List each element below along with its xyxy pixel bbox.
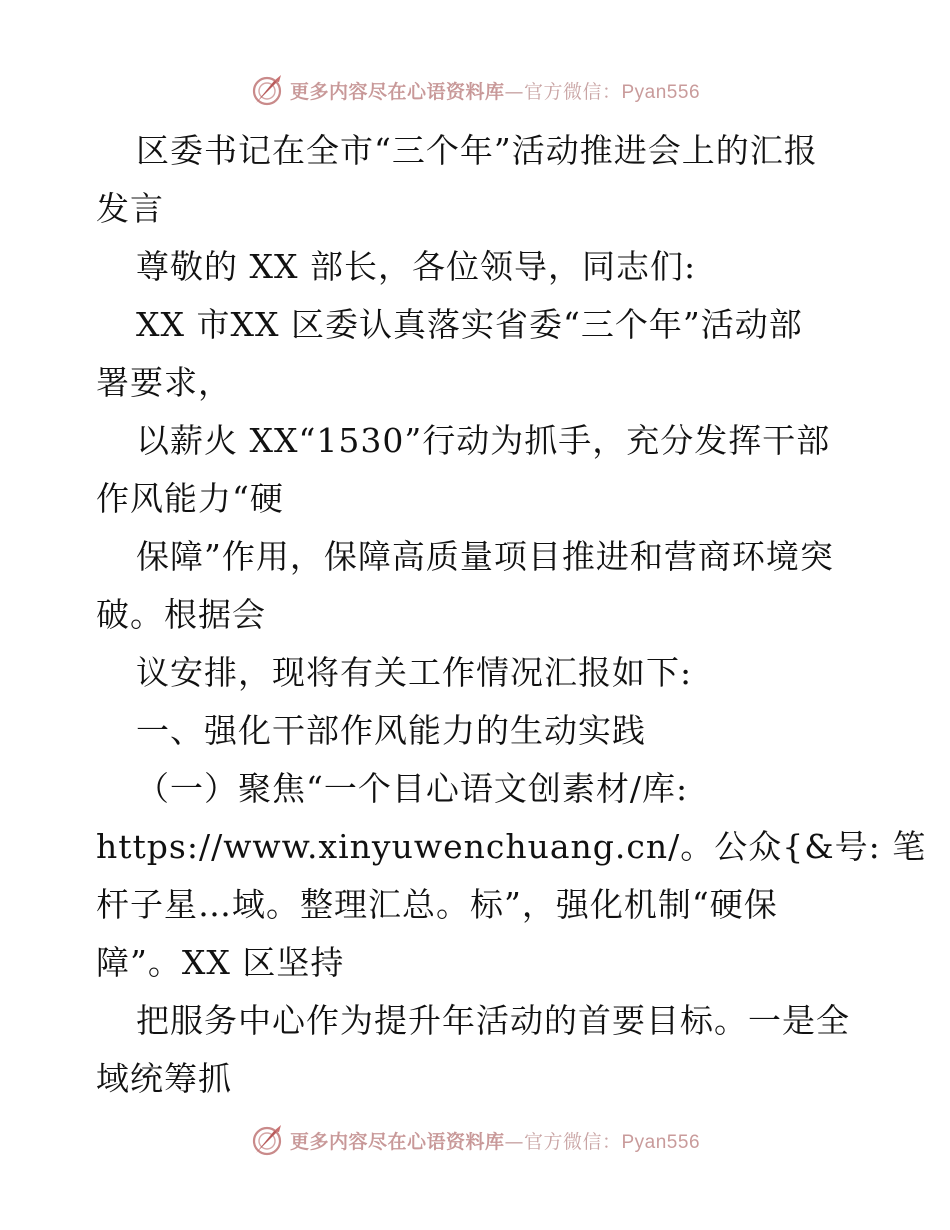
quill-logo-icon [250, 73, 284, 107]
document-body [96, 122, 927, 1108]
text-line: 域统筹抓 [96, 1059, 232, 1098]
watermark-label: 官方微信： [523, 1130, 622, 1153]
text-line: 发言 [96, 189, 164, 228]
text-line: 以薪火 XX“1530”行动为抓手，充分发挥干部 [136, 421, 831, 460]
watermark-text [290, 1127, 700, 1154]
watermark-separator: — [504, 80, 524, 103]
text-line: XX 市XX 区委认真落实省委“三个年”活动部 [136, 305, 803, 344]
text-line: 尊敬的 XX 部长，各位领导，同志们: [136, 247, 697, 286]
text-line: 署要求， [96, 363, 232, 402]
watermark-text [290, 77, 700, 104]
watermark-id: Pyan556 [621, 1131, 701, 1153]
footer-watermark [0, 1120, 950, 1160]
text-line: 保障”作用，保障高质量项目推进和营商环境突 [136, 537, 834, 576]
text-line: https://www.xinyuwenchuang.cn/。公众{&号: 笔 [96, 827, 927, 866]
text-line: 把服务中心作为提升年活动的首要目标。一是全 [136, 1001, 850, 1040]
watermark-main: 更多内容尽在心语资料库 [289, 80, 505, 103]
text-line: 一、强化干部作风能力的生动实践 [136, 711, 646, 750]
text-line: 作风能力“硬 [96, 479, 284, 518]
text-line: 杆子星…域。整理汇总。标”，强化机制“硬保 [96, 885, 778, 924]
text-line: （一）聚焦“一个目心语文创素材/库: [136, 769, 689, 808]
text-line: 障”。XX 区坚持 [96, 943, 345, 982]
text-line: 破。根据会 [96, 595, 266, 634]
quill-logo-icon [250, 1123, 284, 1157]
watermark-label: 官方微信： [523, 80, 622, 103]
watermark-id: Pyan556 [621, 81, 701, 103]
watermark-main: 更多内容尽在心语资料库 [289, 1130, 505, 1153]
header-watermark [0, 70, 950, 110]
text-line: 区委书记在全市“三个年”活动推进会上的汇报 [136, 131, 818, 170]
text-line: 议安排，现将有关工作情况汇报如下: [136, 653, 693, 692]
watermark-separator: — [504, 1130, 524, 1153]
